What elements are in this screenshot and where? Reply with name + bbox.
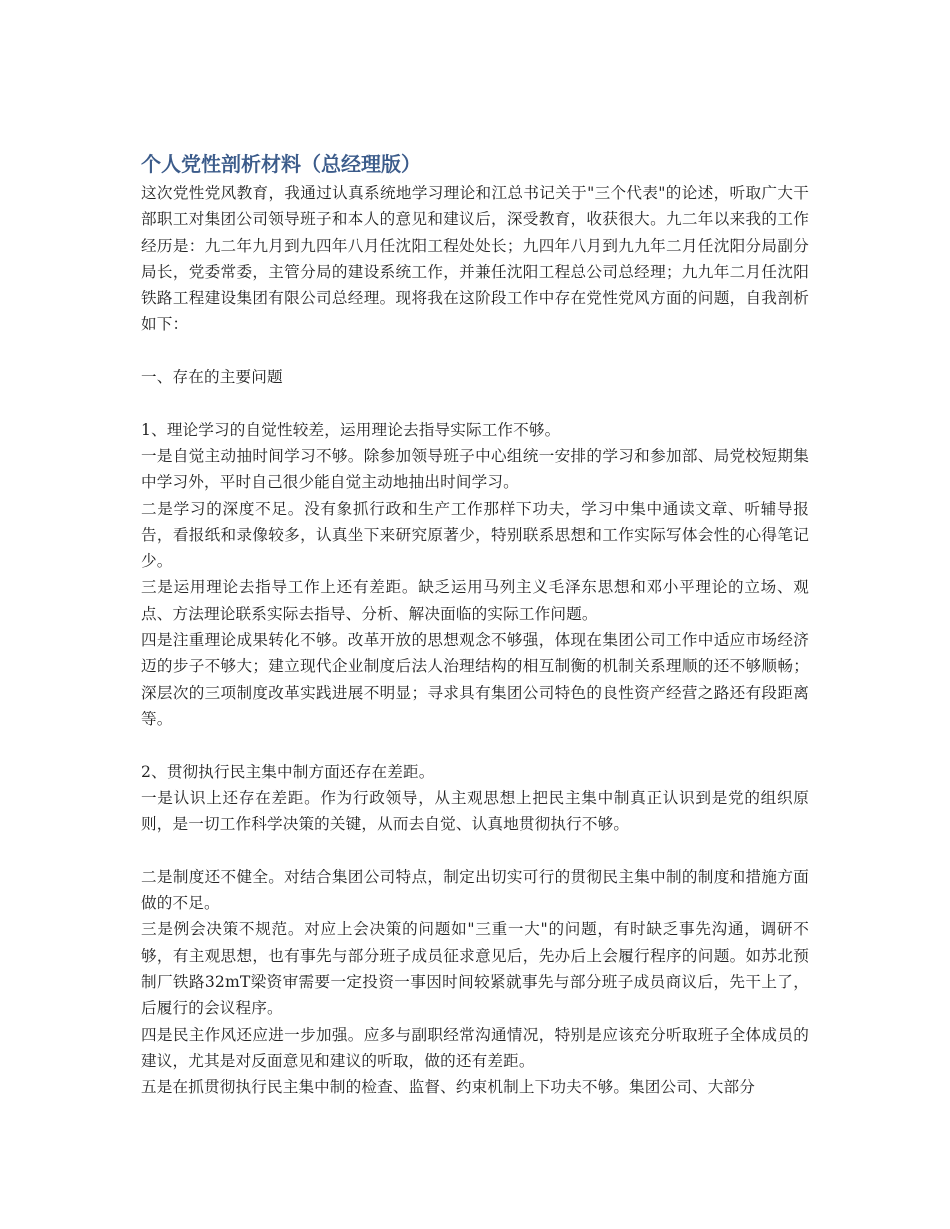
document-page: [141, 148, 809, 1100]
item2-point-1: 一是认识上还存在差距。作为行政领导，从主观思想上把民主集中制真正认识到是党的组织原则，是一切工作科学决策的关键，从而去自觉、认真地贯彻执行不够。: [141, 788, 809, 834]
item2-heading: 2、贯彻执行民主集中制方面还存在差距。: [141, 762, 435, 781]
item1-point-2: 二是学习的深度不足。没有象抓行政和生产工作那样下功夫，学习中集中通读文章、听辅导报告，看报纸和录像较多，认真坐下来研究原著少，特别联系思想和工作实际写体会性的心得笔记少。: [141, 499, 809, 571]
paragraph-gap: [141, 732, 809, 758]
document-title: 个人党性剖析材料（总经理版）: [141, 152, 421, 176]
item1-point-4: 四是注重理论成果转化不够。改革开放的思想观念不够强，体现在集团公司工作中适应市场经济迈的步子不够大；建立现代企业制度后法人治理结构的相互制衡的机制关系理顺的还不够顺畅；深层次的三项制度改革实践进展不明显；寻求具有集团公司特色的良性资产经营之路还有段距离等。: [141, 631, 809, 728]
paragraph-gap: [141, 390, 809, 416]
item1-point-3: 三是运用理论去指导工作上还有差距。缺乏运用马列主义毛泽东思想和邓小平理论的立场、观点、方法理论联系实际去指导、分析、解决面临的实际工作问题。: [141, 578, 809, 623]
section-heading-problems: 一、存在的主要问题: [141, 368, 283, 387]
paragraph-gap: [141, 837, 809, 863]
item1-heading: 1、理论学习的自觉性较差，运用理论去指导实际工作不够。: [141, 420, 561, 439]
item2-point-3: 三是例会决策不规范。对应上会决策的问题如"三重一大"的问题，有时缺乏事先沟通，调研不够，有主观思想，也有事先与部分班子成员征求意见后，先办后上会履行程序的问题。如苏北预制厂铁路32mT梁资审需要一定投资一事因时间较紧就事先与部分班子成员商议后，先干上了，后履行的会议程序。: [141, 920, 809, 1018]
item2-point-5: 五是在抓贯彻执行民主集中制的检查、监督、约束机制上下功夫不够。集团公司、大部分: [141, 1078, 756, 1097]
intro-paragraph: 这次党性党风教育，我通过认真系统地学习理论和江总书记关于"三个代表"的论述，听取广大干部职工对集团公司领导班子和本人的意见和建议后，深受教育，收获很大。九二年以来我的工作经历是：九二年九月到九四年八月任沈阳工程处处长；九四年八月到九九年二月任沈阳分局副分局长，党委常委，主管分局的建设系统工作，并兼任沈阳工程总公司总经理；九九年二月任沈阳铁路工程建设集团有限公司总经理。现将我在这阶段工作中存在党性党风方面的问题，自我剖析如下：: [141, 184, 809, 334]
item2-point-2: 二是制度还不健全。对结合集团公司特点，制定出切实可行的贯彻民主集中制的制度和措施方面做的不足。: [141, 867, 809, 913]
item1-point-1: 一是自觉主动抽时间学习不够。除参加领导班子中心组统一安排的学习和参加部、局党校短期集中学习外，平时自己很少能自觉主动地抽出时间学习。: [141, 446, 809, 492]
paragraph-gap: [141, 338, 809, 364]
item2-point-4: 四是民主作风还应进一步加强。应多与副职经常沟通情况，特别是应该充分听取班子全体成员的建议，尤其是对反面意见和建议的听取，做的还有差距。: [141, 1025, 809, 1070]
